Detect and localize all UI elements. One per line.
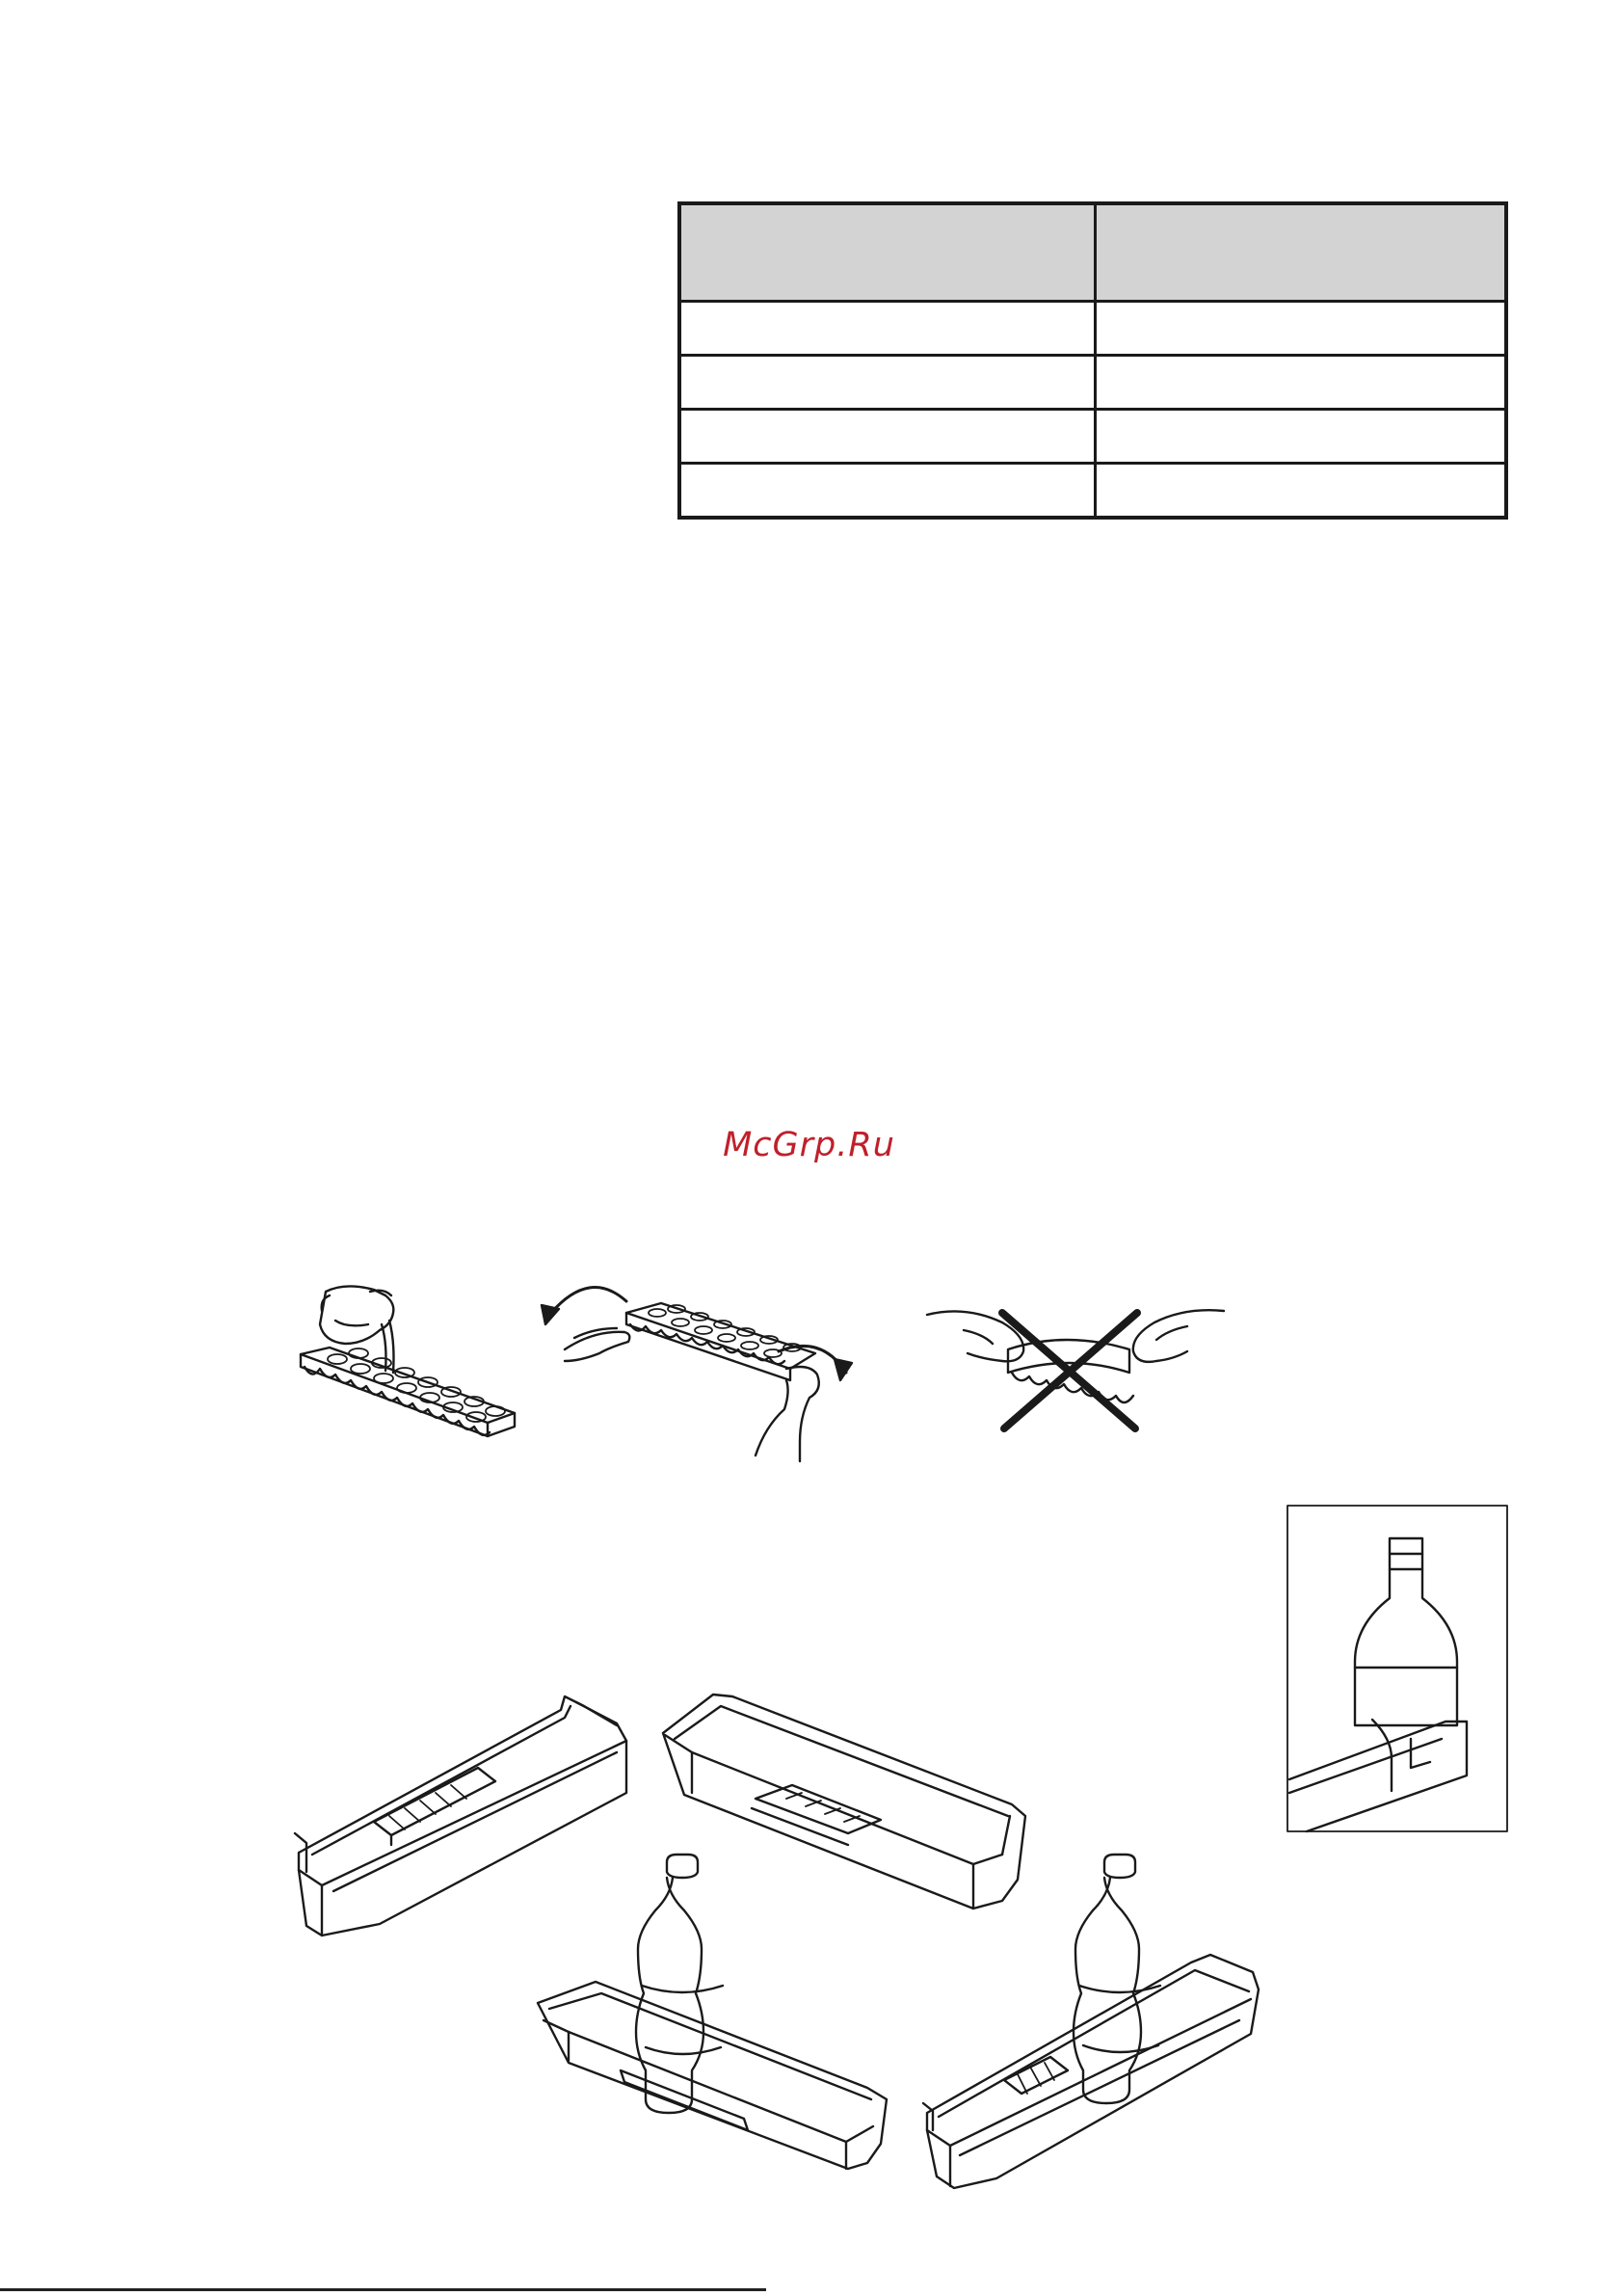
- twisting-tray-icon: [542, 1288, 852, 1461]
- filling-tray-icon: [301, 1286, 515, 1436]
- bottle-holder-inset-icon: [1287, 1506, 1507, 1831]
- watermark-link[interactable]: McGrp.Ru: [723, 1126, 895, 1164]
- door-shelf-bottle-center-icon: [538, 1855, 887, 2169]
- door-shelf-empty-right-icon: [663, 1695, 1025, 1909]
- wrong-handling-icon: [927, 1310, 1224, 1428]
- footer-divider: [0, 2288, 766, 2291]
- door-shelf-empty-left-icon: [295, 1696, 626, 1936]
